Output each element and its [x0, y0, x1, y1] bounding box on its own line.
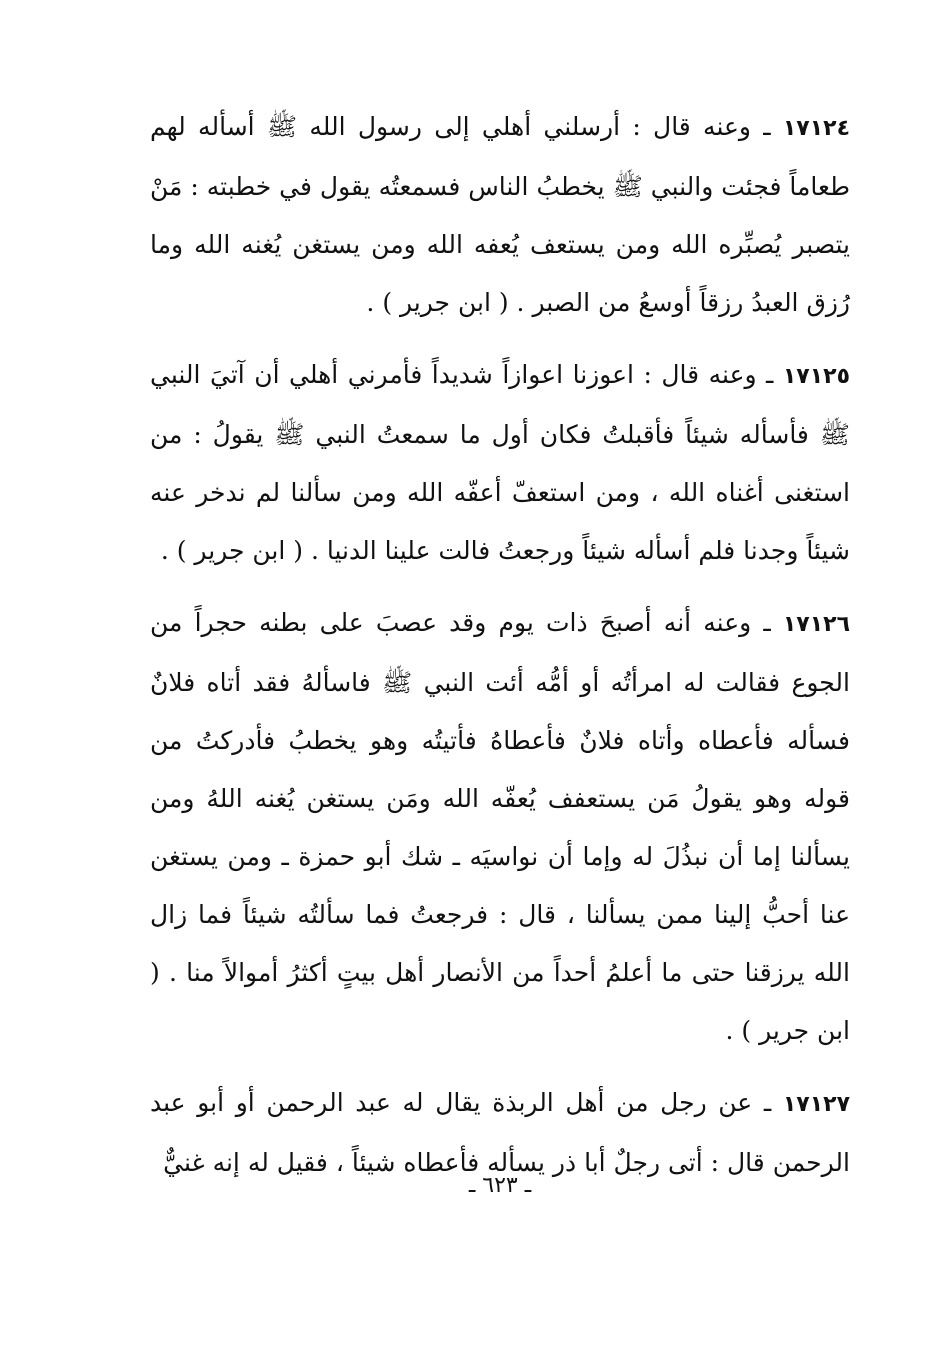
entry-text: ـ وعنه قال : اعوزنا اعوازاً شديداً فأمرني أهلي أن آتيَ النبي ﷺ فأسأله شيئاً فأقبلتُ فكان أول ما سمعتُ النبي ﷺ يقولُ : من استغنى أغناه الله ، ومن استعفّ أعفّه الله ومن سألنا لم ندخر عنه شيئاً وجدنا فلم أسأله شيئاً ورجعتُ فالت علينا الدنيا . ( ابن جرير ) .	[150, 360, 850, 565]
page-number: ـ ٦٢٣ ـ	[468, 1173, 532, 1198]
document-page	[150, 98, 850, 1218]
entry-number: ١٧١٢٥	[782, 364, 851, 389]
entry-number: ١٧١٢٧	[782, 1092, 850, 1117]
hadith-entry-17124	[150, 98, 850, 332]
entry-text: ـ عن رجل من أهل الربذة يقال له عبد الرحمن أو أبو عبد الرحمن قال : أتى رجلٌ أبا ذر يسأله فأعطاه شيئاً ، فقيل له إنه غنيٌّ	[150, 1088, 850, 1177]
hadith-entry-17126	[150, 594, 850, 1060]
hadith-entry-17125	[150, 346, 850, 580]
entry-text: ـ وعنه قال : أرسلني أهلي إلى رسول الله ﷺ أسأله لهم طعاماً فجئت والنبي ﷺ يخطبُ الناس فسمعتُه يقول في خطبته : مَنْ يتصبر يُصبِّره الله ومن يستعف يُعفه الله ومن يستغن يُغنه الله وما رُزق العبدُ رزقاً أوسعُ من الصبر . ( ابن جرير ) .	[150, 112, 850, 317]
entry-number: ١٧١٢٦	[782, 612, 850, 637]
entry-text: ـ وعنه أنه أصبحَ ذات يوم وقد عصبَ على بطنه حجراً من الجوع فقالت له امرأتُه أو أمُّه أئت النبي ﷺ فاسألهُ فقد أتاه فلانٌ فسأله فأعطاه وأتاه فلانٌ فأعطاهُ فأتيتُه وهو يخطبُ فأدركتُ من قوله وهو يقولُ مَن يستعفف يُعفّه الله ومَن يستغن يُغنه اللهُ ومن يسألنا إما أن نبذُلَ له وإما أن نواسيَه ـ شك أبو حمزة ـ ومن يستغن عنا أحبُّ إلينا ممن يسألنا ، قال : فرجعتُ فما سألتُه شيئاً فما زال الله يرزقنا حتى ما أعلمُ أحداً من الأنصار أهل بيتٍ أكثرُ أموالاً منا . ( ابن جرير ) .	[150, 608, 850, 1045]
entry-number: ١٧١٢٤	[782, 116, 850, 141]
